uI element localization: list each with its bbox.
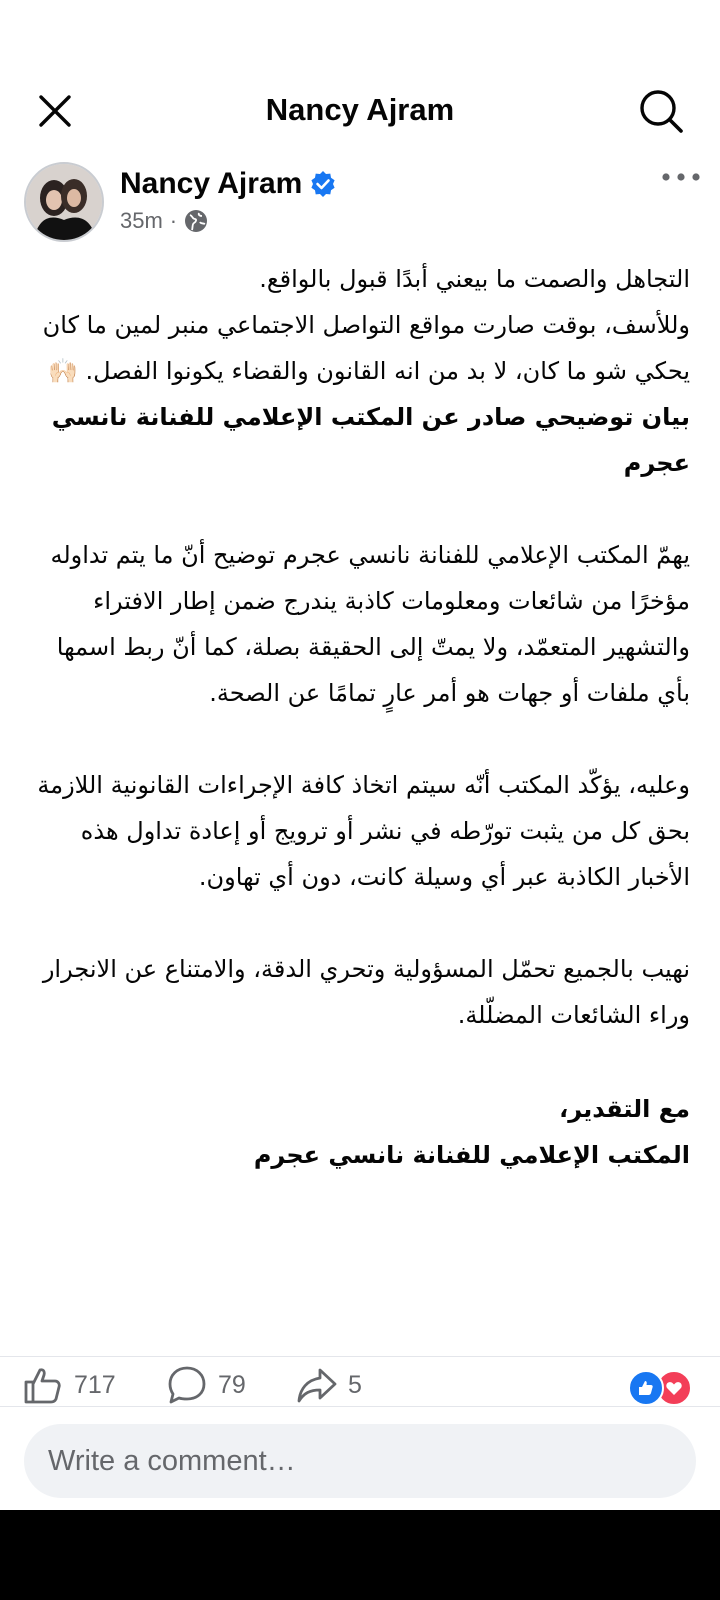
more-options-button[interactable] (660, 162, 702, 192)
comment-input[interactable] (24, 1424, 696, 1498)
like-count: 717 (74, 1370, 116, 1399)
like-reaction-icon (628, 1370, 664, 1406)
post-meta (120, 206, 208, 236)
page-title: Nancy Ajram (265, 92, 455, 127)
verified-badge-icon (310, 171, 336, 197)
like-button[interactable] (22, 1364, 116, 1406)
share-count: 5 (348, 1370, 362, 1399)
statement-signoff: مع التقدير، المكتب الإعلامي للفنانة نانسي عجرم (253, 1095, 690, 1169)
globe-icon (184, 209, 208, 233)
statement-paragraph: وعليه، يؤكّد المكتب أنّه سيتم اتخاذ كافة الإجراءات القانونية اللازمة بحق كل من يثبت تورّطه في نشر أو ترويج أو إعادة تداول هذه الأخبار الكاذبة عبر أي وسيلة كانت، دون أي تهاون. (29, 771, 690, 891)
avatar[interactable] (24, 162, 104, 242)
action-bar (0, 1356, 720, 1406)
author-name[interactable] (120, 164, 336, 204)
system-navigation-bar (0, 1510, 720, 1600)
reactions-summary[interactable] (628, 1370, 696, 1404)
comment-button[interactable] (166, 1364, 246, 1406)
statement-paragraph: نهيب بالجميع تحمّل المسؤولية وتحري الدقة، والامتناع عن الانجرار وراء الشائعات المضلّلة. (35, 955, 690, 1029)
share-arrow-icon (296, 1364, 338, 1406)
post-time: 35m (120, 208, 163, 233)
post-header (0, 158, 720, 248)
share-button[interactable] (296, 1364, 362, 1406)
more-dots-icon (661, 172, 701, 182)
meta-separator: · (169, 208, 178, 233)
post-intro: التجاهل والصمت ما بيعني أبدًا قبول بالواقع. وللأسف، بوقت صارت مواقع التواصل الاجتماعي منبر لمين ما كان يحكي شو ما كان، لا بد من انه القانون والقضاء يكونوا الفصل. 🙌🏻 (42, 265, 690, 385)
divider (0, 1406, 720, 1407)
comment-count: 79 (218, 1370, 246, 1399)
search-button[interactable] (636, 86, 686, 136)
profile-photo-icon (26, 164, 102, 240)
statement-paragraph: يهمّ المكتب الإعلامي للفنانة نانسي عجرم توضيح أنّ ما يتم تداوله مؤخرًا من شائعات ومعلومات كاذبة يندرج ضمن إطار الافتراء والتشهير المتعمّد، ولا يمتّ إلى الحقيقة بصلة، كما أنّ ربط اسمها بأي ملفات أو جهات هو أمر عارٍ تمامًا عن الصحة. (42, 541, 690, 707)
search-icon (638, 88, 684, 134)
statement-title: بيان توضيحي صادر عن المكتب الإعلامي للفنانة نانسي عجرم (43, 403, 690, 477)
post-text (29, 256, 690, 1178)
comment-bubble-icon (166, 1364, 208, 1406)
author-name-label: Nancy Ajram (120, 167, 303, 200)
thumbs-up-icon (22, 1364, 64, 1406)
top-bar (0, 70, 720, 150)
